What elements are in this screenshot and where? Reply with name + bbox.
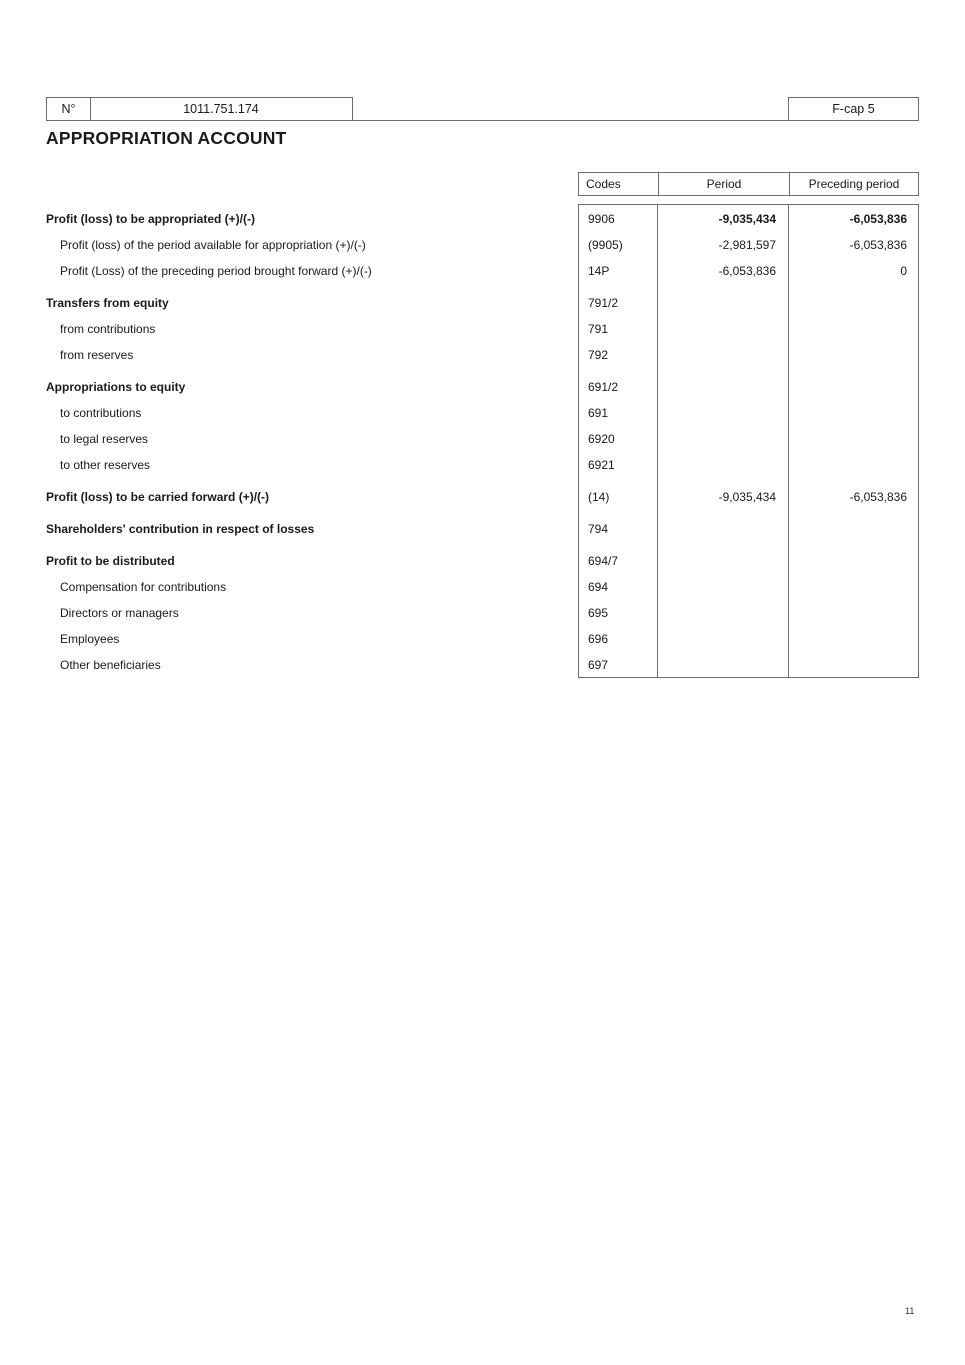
- row-label: to legal reserves: [60, 432, 149, 446]
- column-header-codes: Codes: [586, 177, 621, 191]
- table-row: [46, 516, 919, 542]
- row-code: (9905): [588, 238, 623, 252]
- row-period-value: [657, 600, 788, 626]
- row-label: Profit to be distributed: [46, 554, 175, 568]
- row-preceding-value: [788, 574, 919, 600]
- row-preceding-value: [788, 374, 919, 400]
- row-period-value: -9,035,434: [718, 212, 776, 226]
- row-label: from reserves: [60, 348, 134, 362]
- row-period-value: -6,053,836: [718, 264, 776, 278]
- row-preceding-value: -6,053,836: [849, 212, 907, 226]
- row-label: Profit (loss) of the period available for appropriation (+)/(-): [60, 238, 366, 252]
- row-period-value: [657, 316, 788, 342]
- row-preceding-value: [788, 426, 919, 452]
- row-preceding-value: [788, 316, 919, 342]
- row-preceding-value: [788, 548, 919, 574]
- row-label: Profit (loss) to be appropriated (+)/(-): [46, 212, 255, 226]
- row-label: Other beneficiaries: [60, 658, 161, 672]
- form-reference-box: [788, 97, 919, 121]
- row-label: Appropriations to equity: [46, 380, 186, 394]
- number-label: N°: [61, 102, 76, 116]
- row-preceding-value: -6,053,836: [849, 490, 907, 504]
- row-label: to other reserves: [60, 458, 151, 472]
- row-preceding-value: [788, 452, 919, 478]
- table-row: [46, 316, 919, 342]
- table-row: [46, 652, 919, 678]
- row-preceding-value: -6,053,836: [849, 238, 907, 252]
- column-header-period: Period: [658, 173, 789, 195]
- row-label: Shareholders' contribution in respect of losses: [46, 522, 315, 536]
- row-period-value: [657, 652, 788, 678]
- row-code: 14P: [588, 264, 610, 278]
- row-code: 6920: [588, 432, 615, 446]
- row-period-value: [657, 400, 788, 426]
- page-title: APPROPRIATION ACCOUNT: [46, 128, 287, 148]
- row-code: (14): [588, 490, 610, 504]
- row-code: 694: [588, 580, 609, 594]
- row-label: to contributions: [60, 406, 142, 420]
- row-label: from contributions: [60, 322, 156, 336]
- row-code: 6921: [588, 458, 615, 472]
- table-row: [46, 484, 919, 510]
- table-row: [46, 290, 919, 316]
- table-row: [46, 400, 919, 426]
- row-code: 791: [588, 322, 609, 336]
- row-code: 691: [588, 406, 609, 420]
- table-row: [46, 548, 919, 574]
- row-period-value: [657, 374, 788, 400]
- table-row: [46, 426, 919, 452]
- row-period-value: [657, 342, 788, 368]
- row-period-value: [657, 516, 788, 542]
- row-label: Profit (Loss) of the preceding period brought forward (+)/(-): [60, 264, 372, 278]
- table-row: [46, 206, 919, 232]
- table-row: [46, 342, 919, 368]
- table-row: [46, 258, 919, 284]
- row-period-value: [657, 426, 788, 452]
- form-reference: F-cap 5: [832, 102, 875, 116]
- row-code: 694/7: [588, 554, 619, 568]
- table-row: [46, 626, 919, 652]
- row-preceding-value: [788, 342, 919, 368]
- table-row: [46, 232, 919, 258]
- row-code: 792: [588, 348, 609, 362]
- row-preceding-value: [788, 516, 919, 542]
- row-code: 695: [588, 606, 609, 620]
- table-column-header: [578, 172, 919, 196]
- row-period-value: [657, 548, 788, 574]
- row-period-value: [657, 574, 788, 600]
- row-period-value: [657, 626, 788, 652]
- row-code: 696: [588, 632, 609, 646]
- row-preceding-value: 0: [900, 264, 907, 278]
- row-label: Compensation for contributions: [60, 580, 227, 594]
- column-header-preceding-period: Preceding period: [789, 173, 918, 195]
- number-label-box: [46, 97, 91, 121]
- row-code: 691/2: [588, 380, 619, 394]
- row-preceding-value: [788, 400, 919, 426]
- row-label: Transfers from equity: [46, 296, 169, 310]
- row-period-value: [657, 290, 788, 316]
- row-code: 9906: [588, 212, 615, 226]
- table-row: [46, 600, 919, 626]
- row-code: 791/2: [588, 296, 619, 310]
- row-preceding-value: [788, 600, 919, 626]
- company-number: 1011.751.174: [183, 102, 259, 116]
- row-preceding-value: [788, 626, 919, 652]
- row-label: Employees: [60, 632, 120, 646]
- row-preceding-value: [788, 652, 919, 678]
- page-number: 11: [905, 1306, 915, 1316]
- row-period-value: [657, 452, 788, 478]
- row-period-value: -9,035,434: [718, 490, 776, 504]
- row-preceding-value: [788, 290, 919, 316]
- row-period-value: -2,981,597: [718, 238, 776, 252]
- company-number-box: [90, 97, 353, 121]
- table-rows: [46, 206, 919, 678]
- row-label: Profit (loss) to be carried forward (+)/(-): [46, 490, 270, 504]
- table-row: [46, 574, 919, 600]
- row-code: 697: [588, 658, 609, 672]
- row-code: 794: [588, 522, 609, 536]
- table-row: [46, 452, 919, 478]
- row-label: Directors or managers: [60, 606, 179, 620]
- table-row: [46, 374, 919, 400]
